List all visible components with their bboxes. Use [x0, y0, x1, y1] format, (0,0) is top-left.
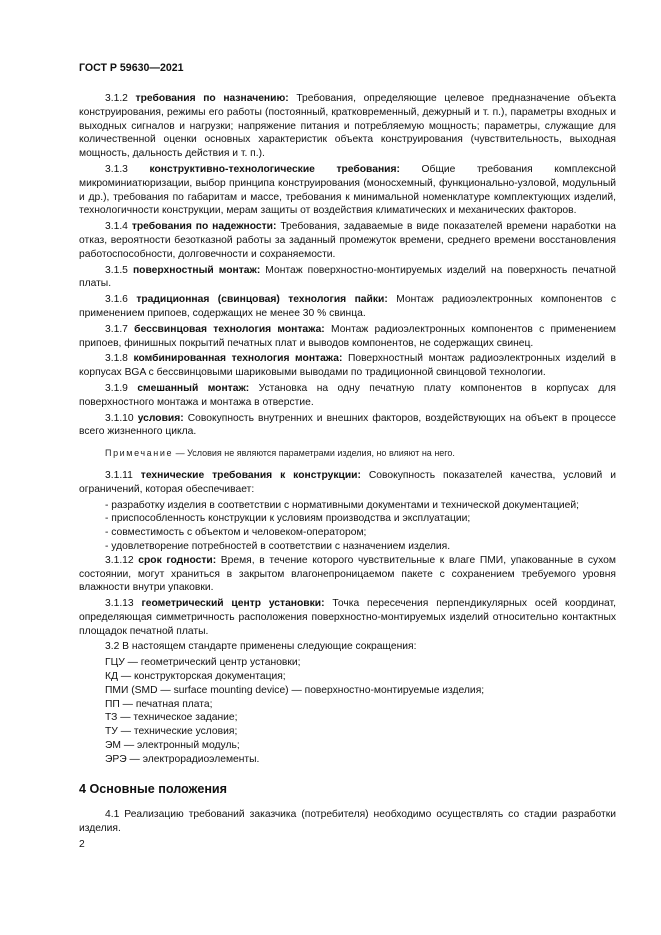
definition-paragraph — [79, 220, 616, 261]
definitions-list-b — [79, 554, 616, 639]
definition-number: 3.1.9 — [105, 382, 128, 394]
definition-term: смешанный монтаж: — [137, 382, 250, 394]
definition-term: срок годности: — [138, 554, 217, 566]
abbreviation-item: ГЦУ — геометрический центр установки; — [105, 657, 301, 669]
definition-text: Требования, задаваемые в виде показателей времени наработки на отказ, вероятности безотказной работы за заданный промежуток времени, среднего времени восстановления работоспособности, долговечности и сохраняемости. — [79, 221, 616, 260]
definition-number: 3.1.7 — [105, 323, 128, 335]
definition-paragraph — [79, 163, 616, 218]
document-header: ГОСТ Р 59630—2021 — [79, 62, 184, 74]
section-paragraph: 4.1 Реализацию требований заказчика (потребителя) необходимо осуществлять со стадии разработки изделия. — [79, 809, 616, 835]
definition-number: 3.1.12 — [105, 554, 134, 566]
definition-term: технические требования к конструкции: — [140, 469, 361, 481]
definition-text: Монтаж поверхностно-монтируемых изделий на поверхность печатной платы. — [79, 264, 616, 290]
list-item: - удовлетворение потребностей в соответствии с назначением изделия. — [105, 540, 451, 552]
definition-term: поверхностный монтаж: — [132, 264, 261, 276]
requirements-list — [79, 499, 616, 554]
note-label: Примечание — [105, 448, 174, 459]
document-body — [79, 92, 616, 838]
definition-number: 3.1.4 — [105, 221, 128, 233]
definition-number: 3.1.10 — [105, 412, 134, 424]
definition-text: Поверхностный монтаж радиоэлектронных изделий в корпусах BGA с бессвинцовыми шариковыми выводами по традиционной свинцовой технологии. — [79, 353, 616, 379]
definition-term: бессвинцовая технология монтажа: — [134, 323, 325, 335]
definition-term: требования по назначению: — [135, 93, 289, 104]
definition-text: Монтаж радиоэлектронных компонентов с применением припоев, финишных покрытий печатных плат и выводов компонентов, не содержащих свинец. — [79, 323, 616, 349]
definition-number: 3.1.5 — [105, 264, 128, 276]
definition-paragraph — [79, 264, 616, 292]
definition-text: Монтаж радиоэлектронных компонентов с применением припоев, содержащих не менее 30 % свинца. — [79, 294, 616, 319]
definition-paragraph — [79, 92, 616, 161]
definition-text: Совокупность внутренних и внешних факторов, воздействующих на объект в процессе всего жизненного цикла. — [79, 412, 616, 438]
page-number: 2 — [79, 839, 85, 850]
definition-text: Установка на одну печатную плату компонентов в корпусах для поверхностного монтажа и монтажа в отверстие. — [79, 382, 616, 408]
definition-paragraph — [79, 352, 616, 380]
note-text: — Условия не являются параметрами изделия, но влияют на него. — [175, 448, 455, 459]
abbreviations-intro: 3.2 В настоящем стандарте применены следующие сокращения: — [105, 641, 417, 653]
definitions-list-a — [79, 92, 616, 439]
definition-term: комбинированная технология монтажа: — [133, 353, 343, 365]
definition-term: требования по надежности: — [131, 221, 277, 233]
abbreviation-item: ПП — печатная плата; — [105, 698, 213, 710]
definition-paragraph — [79, 554, 616, 595]
abbreviation-item: КД — конструкторская документация; — [105, 671, 286, 683]
abbreviation-item: ЭМ — электронный модуль; — [105, 740, 240, 752]
definition-text: Точка пересечения перпендикулярных осей координат, определяющая симметричность расположения поверхностно-монтируемых изделий относительно контактных площадок печатной платы. — [79, 598, 616, 637]
abbreviation-item: ЭРЭ — электрорадиоэлементы. — [105, 753, 260, 765]
definition-text: Требования, определяющие целевое предназначение объекта конструирования, режимы его работы (постоянный, кратковременный, дежурный и т. п.), параметры входных и выходных сигналов и нагрузки; напряжение питания и потребляемую мощность; параметры, служащие для количественной оценки основных характеристик объекта конструирования (чувствительность, выходная мощность, дальность действия и т. п.). — [79, 93, 616, 160]
definition-text: Время, в течение которого чувствительные к влаге ПМИ, упакованные в сухом состоянии, могут храниться в закрытом влагонепроницаемом пакете с сохранением требуемого уровня влажности внутри упаковки. — [79, 554, 616, 594]
definition-paragraph — [79, 293, 616, 321]
definition-number: 3.1.3 — [105, 163, 128, 175]
definition-paragraph — [79, 597, 616, 638]
abbreviation-item: ТУ — технические условия; — [105, 726, 238, 738]
definition-text: Общие требования комплексной микроминиатюризации, выбор принципа конструирования (моносхемный, функционально-узловой, модульный и др.), требования по габаритам и массе, требования к минимальной номенклатуре комплектующих изделий, технологичности конструкции, мерам защиты от воздействия климатических и механических факторов. — [79, 163, 616, 217]
abbreviation-item: ТЗ — техническое задание; — [105, 712, 238, 724]
definition-term: конструктивно-технологические требования: — [149, 163, 400, 175]
abbreviation-item: ПМИ (SMD — surface mounting device) — поверхностно-монтируемые изделия; — [105, 684, 485, 696]
definition-paragraph — [79, 469, 616, 497]
definition-term: условия: — [137, 412, 184, 424]
definition-term: традиционная (свинцовая) технология пайки: — [136, 294, 388, 306]
definition-text: Совокупность показателей качества, условий и ограничений, которая обеспечивает: — [79, 469, 616, 495]
definition-number: 3.1.11 — [105, 469, 133, 481]
definition-paragraph — [79, 382, 616, 410]
definition-paragraph — [79, 323, 616, 351]
list-item: - приспособленность конструкции к условиям производства и эксплуатации; — [105, 513, 471, 525]
abbreviations-list — [79, 656, 616, 766]
list-item: - совместимость с объектом и человеком-оператором; — [105, 527, 367, 539]
note — [105, 447, 616, 461]
definition-number: 3.1.2 — [105, 93, 128, 104]
definition-number: 3.1.13 — [105, 598, 134, 610]
definition-term: геометрический центр установки: — [141, 598, 325, 610]
definition-number: 3.1.6 — [105, 294, 128, 306]
section-title: 4 Основные положения — [79, 781, 228, 796]
definition-paragraph — [79, 412, 616, 440]
definition-number: 3.1.8 — [105, 353, 128, 365]
list-item: - разработку изделия в соответствии с нормативными документами и технической документацией; — [105, 499, 579, 511]
